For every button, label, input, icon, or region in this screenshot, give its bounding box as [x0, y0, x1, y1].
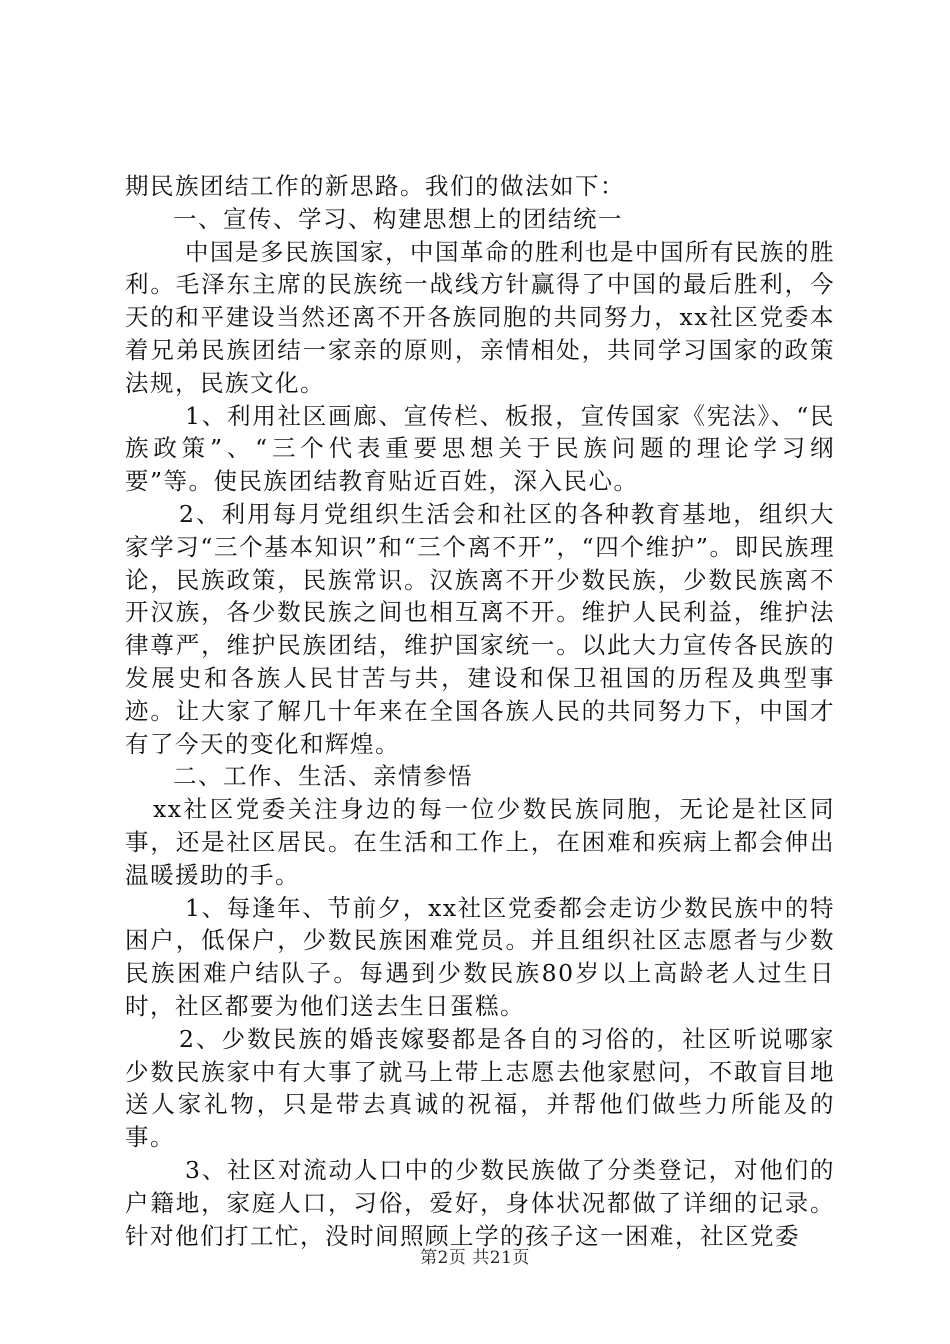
document-body	[125, 170, 835, 1252]
list-item-paragraph: 1、利用社区画廊、宣传栏、板报，宣传国家《宪法》、“民族政策”、“三个代表重要思想关于民族问题的理论学习纲要”等。使民族团结教育贴近百姓，深入民心。	[125, 401, 835, 496]
page-number-footer: 第2页 共21页	[420, 1248, 530, 1268]
paragraph-intro-continuation: 期民族团结工作的新思路。我们的做法如下：	[125, 172, 625, 200]
list-item-paragraph: 3、社区对流动人口中的少数民族做了分类登记，对他们的户籍地，家庭人口，习俗，爱好，身体状况都做了详细的记录。针对他们打工忙，没时间照顾上学的孩子这一困难，社区党委	[125, 1155, 835, 1250]
list-item-paragraph: 1、每逢年、节前夕，xx社区党委都会走访少数民族中的特困户，低保户，少数民族困难党员。并且组织社区志愿者与少数民族困难户结队子。每遇到少数民族80岁以上高龄老人过生日时，社区都要为他们送去生日蛋糕。	[125, 893, 835, 1020]
list-item-paragraph: 2、少数民族的婚丧嫁娶都是各自的习俗的，社区听说哪家少数民族家中有大事了就马上带上志愿去他家慰问，不敢盲目地送人家礼物，只是带去真诚的祝福，并帮他们做些力所能及的事。	[125, 1024, 835, 1152]
list-item-paragraph: 2、利用每月党组织生活会和社区的各种教育基地，组织大家学习“三个基本知识”和“三个离不开”，“四个维护”。即民族理论，民族政策，民族常识。汉族离不开少数民族，少数民族离不开汉族，各少数民族之间也相互离不开。维护人民利益，维护法律尊严，维护民族团结，维护国家统一。以此大力宣传各民族的发展史和各族人民甘苦与共，建设和保卫祖国的历程及典型事迹。让大家了解几十年来在全国各族人民的共同努力下，中国才有了今天的变化和辉煌。	[125, 499, 835, 758]
paragraph: 中国是多民族国家，中国革命的胜利也是中国所有民族的胜利。毛泽东主席的民族统一战线方针赢得了中国的最后胜利，今天的和平建设当然还离不开各族同胞的共同努力，xx社区党委本着兄弟民族团结一家亲的原则，亲情相处，共同学习国家的政策法规，民族文化。	[125, 237, 835, 397]
paragraph: xx社区党委关注身边的每一位少数民族同胞，无论是社区同事，还是社区居民。在生活和工作上，在困难和疾病上都会伸出温暖援助的手。	[125, 795, 835, 889]
section-heading-2: 二、工作、生活、亲情参悟	[173, 762, 473, 791]
section-heading-1: 一、宣传、学习、构建思想上的团结统一	[173, 204, 623, 233]
